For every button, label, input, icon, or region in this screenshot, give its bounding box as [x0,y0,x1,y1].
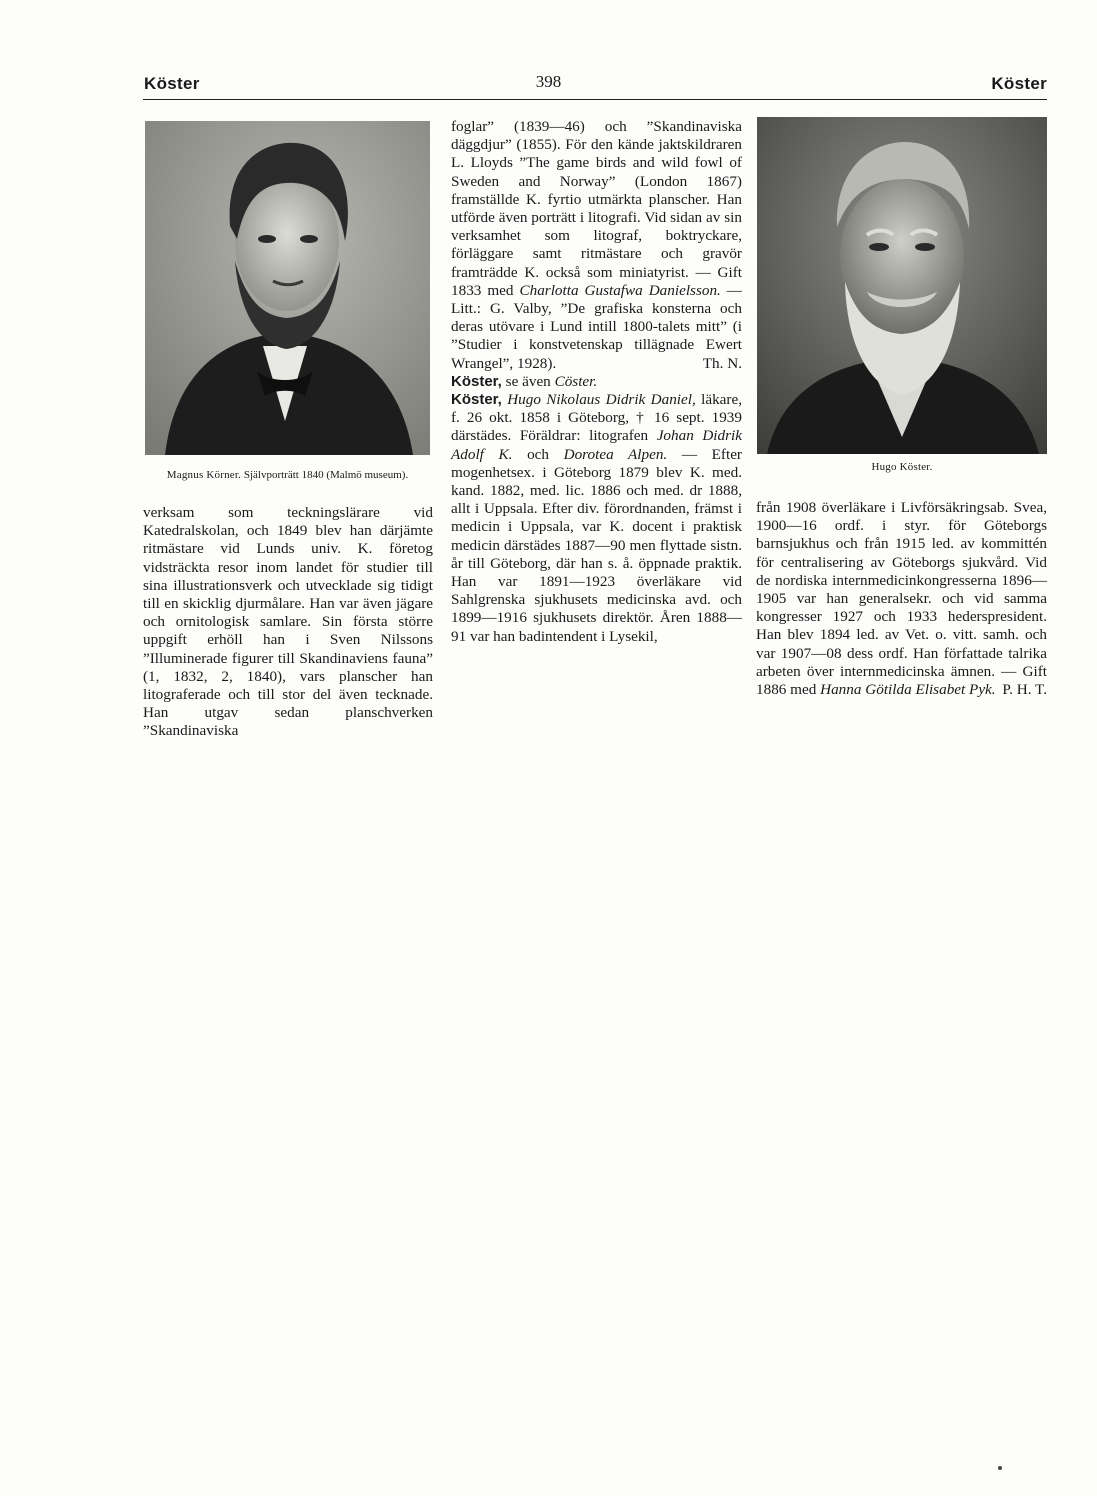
caption-magnus-korner [140,468,435,483]
portrait-magnus-korner [145,121,430,455]
text-wife-name: Hanna Götilda Elisabet Pyk. [820,681,996,699]
caption-hugo-koster [757,460,1047,475]
running-head-right: Köster [991,74,1047,93]
portrait-magnus-korner-drawing [145,121,430,455]
caption-text: Självporträtt 1840 (Malmö museum). [243,469,409,481]
text: och [512,445,564,463]
author-signature: P. H. T. [1002,681,1047,699]
running-head-left: Köster [144,74,200,93]
paragraph-korner-cont [451,118,742,373]
text: läkare, f. 26 okt. 1858 i Göteborg, † 16 sept. 1939 därstädes. Föräldrar: litografen [451,391,742,445]
paragraph-see-also [451,373,742,391]
header-rule [143,99,1047,100]
text: — Efter mogenhetsex. i Göteborg 1879 blev K. med. kand. 1882, med. lic. 1886 och med. dr 1888, allt i Uppsala. Efter div. förordnanden, främst i medicin i Uppsala, var K. docent i praktisk medicin därstädes 1887—90 men flyttade sistn. år till Göteborg, där han s. å. öppnade praktik. Han var 1891—1923 överläkare vid Sahlgrenska sjukhusets medicinska avd. och 1899—1916 sjukhusets direktör. Åren 1888—91 var han badintendent i Lysekil, [451,445,742,645]
portrait-hugo-koster-drawing [757,117,1047,454]
text-wife-name: Charlotta Gustafwa Danielsson. [519,281,721,299]
paragraph-hugo-koster [451,391,742,646]
author-signature: Th. N. [702,354,742,372]
father-name: Johan Didrik Adolf K. [451,427,742,463]
paragraph [756,499,1047,699]
full-name: Hugo Nikolaus Didrik Daniel, [507,391,696,409]
text: från 1908 överläkare i Livförsäkringsab. Svea, 1900—16 ordf. i styr. för Göteborgs barnsjukhus och från 1915 led. av kommittén för centralisering av Göteborgs sjukvård. Vid de nordiska internmedicinkongresserna 1896—1905 var han generalsekr. och vid samma kongresser 1927 och 1933 hederspresident. Han blev 1894 led. av Vet. o. vitt. samh. och var 1907—08 dess ordf. Han författade talrika arbeten över internmedicinska ämnen. — Gift 1886 med [756,499,1047,699]
cross-reference: Cöster. [554,372,598,390]
portrait-hugo-koster [757,117,1047,454]
text: — Litt.: G. Valby, ”De grafiska konsterna och deras utövare i Lund intill 1800-talets mitt” (i ”Studier i konstvetenskap tillägnade Ewert Wrangel”, 1928). [451,281,742,372]
column-2 [451,118,742,646]
text: foglar” (1839—46) och ”Skandinaviska däggdjur” (1855). För den kände jaktskildraren L. Lloyds ”The game birds and wild fowl of Sweden and Norway” (London 1867) framställde K. fyrtio utmärkta planscher. Han utförde även porträtt i litografi. Vid sidan av sin verksamhet som litograf, boktryckare, förläggare samt ritmästare och gravör framträdde K. också som miniatyrist. — Gift 1833 med [451,118,742,299]
headword: Köster, [451,391,502,409]
text: se även [501,372,555,390]
paragraph: verksam som teckningslärare vid Katedralskolan, och 1849 blev han därjämte ritmästare vid Lunds univ. K. företog vidsträckta resor inom landet för studier till sina illustrationsverk och utvecklade sig tidigt till en skicklig djurmålare. Han var även jägare och ornitologisk samlare. Sin första större uppgift erhöll han i Sven Nilssons ”Illuminerade figurer till Skandinaviens fauna” (1, 1832, 2, 1840), vars planscher han litograferade och till stor del även tecknade. Han utgav sedan planschverken ”Skandinaviska [143,504,433,740]
caption-name: Magnus Körner. [166,469,242,481]
mother-name: Dorotea Alpen. [563,445,668,463]
page-number: 398 [535,72,562,91]
print-speck [998,1466,1002,1470]
caption-name: Hugo Köster. [871,461,933,473]
column-3 [756,499,1047,699]
headword: Köster, [451,372,502,390]
column-1 [143,504,433,741]
